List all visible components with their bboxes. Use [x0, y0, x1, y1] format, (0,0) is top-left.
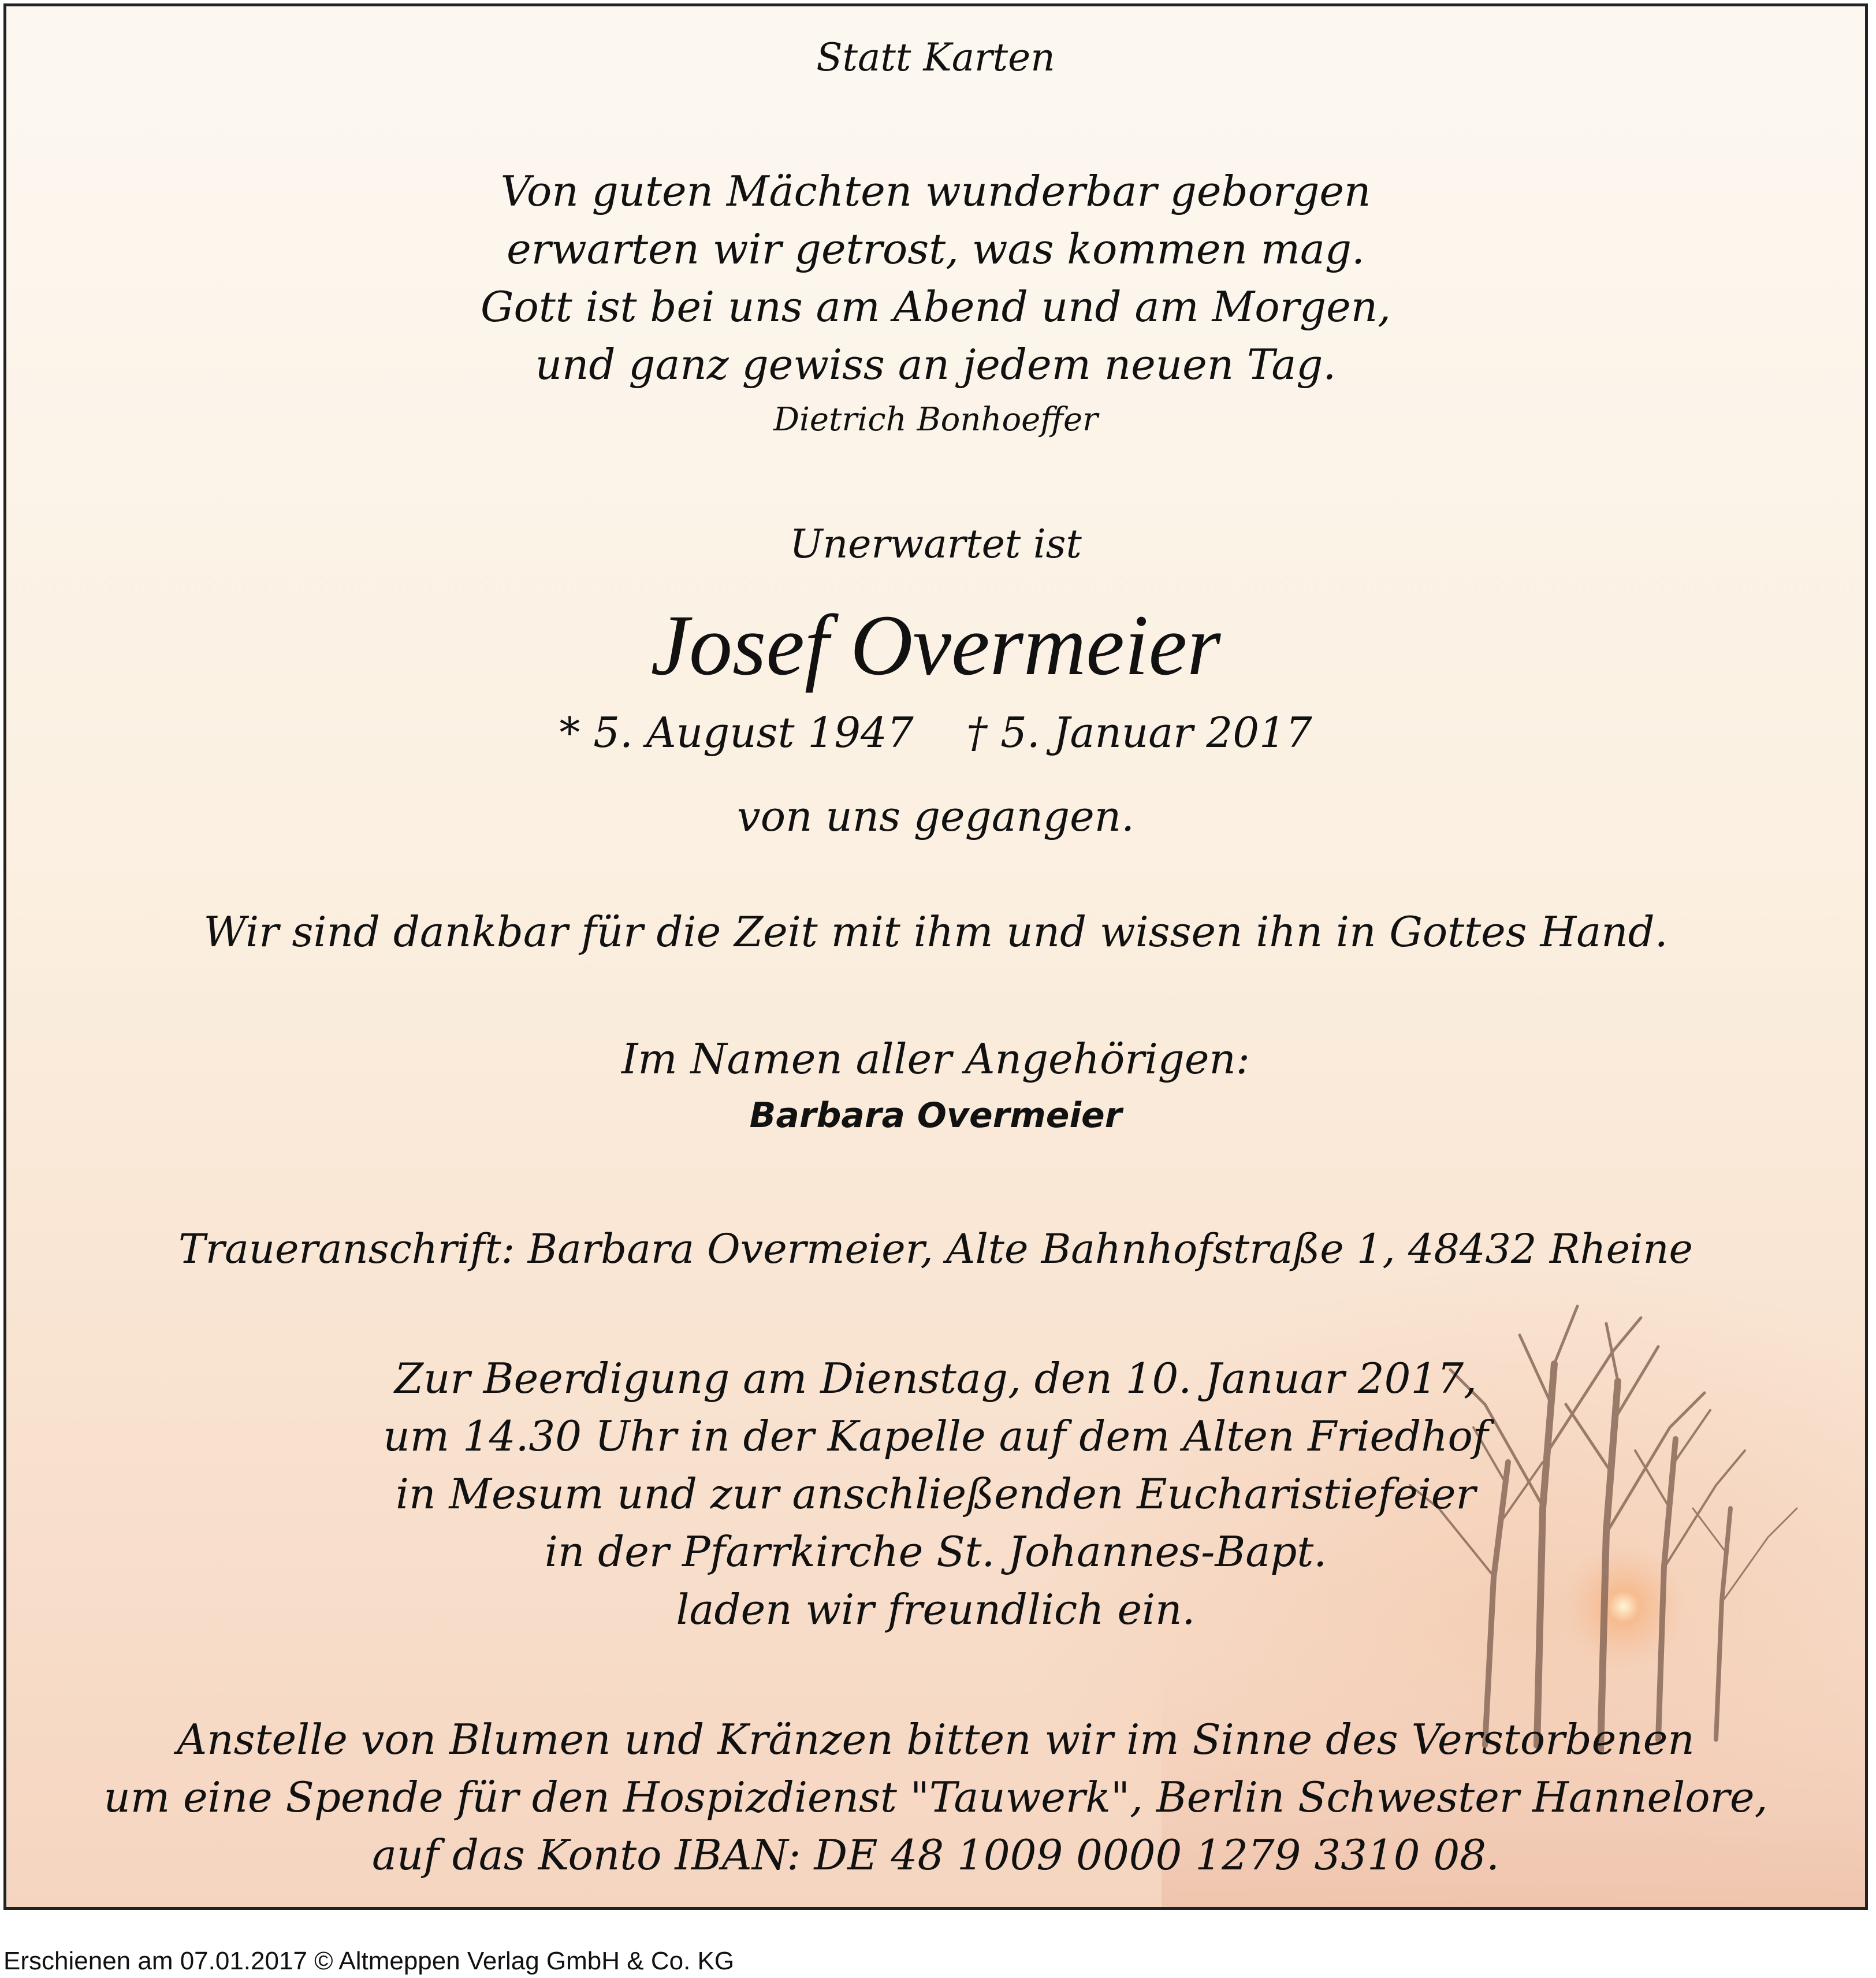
- birth-date: * 5. August 1947: [559, 708, 914, 757]
- death-date: † 5. Januar 2017: [966, 708, 1312, 757]
- donation-request: [6, 1711, 1865, 1884]
- poem-line: Gott ist bei uns am Abend und am Morgen,: [481, 282, 1391, 331]
- donation-line: auf das Konto IBAN: DE 48 1009 0000 1279 3310 08.: [371, 1831, 1499, 1879]
- poem-line: erwarten wir getrost, was kommen mag.: [507, 225, 1365, 273]
- poem-line: Von guten Mächten wunderbar geborgen: [500, 167, 1371, 215]
- funeral-line: um 14.30 Uhr in der Kapelle auf dem Alten Friedhof: [383, 1412, 1488, 1460]
- funeral-line: in Mesum und zur anschließenden Eucharistiefeier: [396, 1470, 1476, 1518]
- life-dates: [6, 708, 1865, 757]
- obituary-notice: [3, 3, 1868, 1910]
- funeral-line: laden wir freundlich ein.: [676, 1585, 1196, 1634]
- poem: [6, 162, 1865, 393]
- deceased-name: Josef Overmeier: [650, 597, 1221, 693]
- signed-intro: Im Namen aller Angehörigen:: [621, 1035, 1250, 1083]
- donation-line: um eine Spende für den Hospizdienst "Tauwerk", Berlin Schwester Hannelore,: [103, 1773, 1768, 1821]
- signer-name: Barbara Overmeier: [749, 1095, 1122, 1136]
- funeral-details: [6, 1349, 1865, 1638]
- funeral-line: in der Pfarrkirche St. Johannes-Bapt.: [544, 1527, 1327, 1576]
- intro-text: Unerwartet ist: [790, 522, 1082, 567]
- publication-footer: Erschienen am 07.01.2017 © Altmeppen Verlag GmbH & Co. KG: [3, 1947, 735, 1975]
- poem-author: Dietrich Bonhoeffer: [773, 401, 1098, 438]
- funeral-line: Zur Beerdigung am Dienstag, den 10. Januar 2017,: [394, 1354, 1477, 1403]
- poem-line: und ganz gewiss an jedem neuen Tag.: [535, 340, 1337, 389]
- mourning-address: Traueranschrift: Barbara Overmeier, Alte Bahnhofstraße 1, 48432 Rheine: [178, 1225, 1693, 1273]
- passed-text: von uns gegangen.: [737, 792, 1134, 841]
- heading-statt-karten: Statt Karten: [816, 35, 1055, 80]
- gratitude-text: Wir sind dankbar für die Zeit mit ihm und wissen ihn in Gottes Hand.: [203, 908, 1668, 956]
- donation-line: Anstelle von Blumen und Kränzen bitten wir im Sinne des Verstorbenen: [177, 1715, 1695, 1764]
